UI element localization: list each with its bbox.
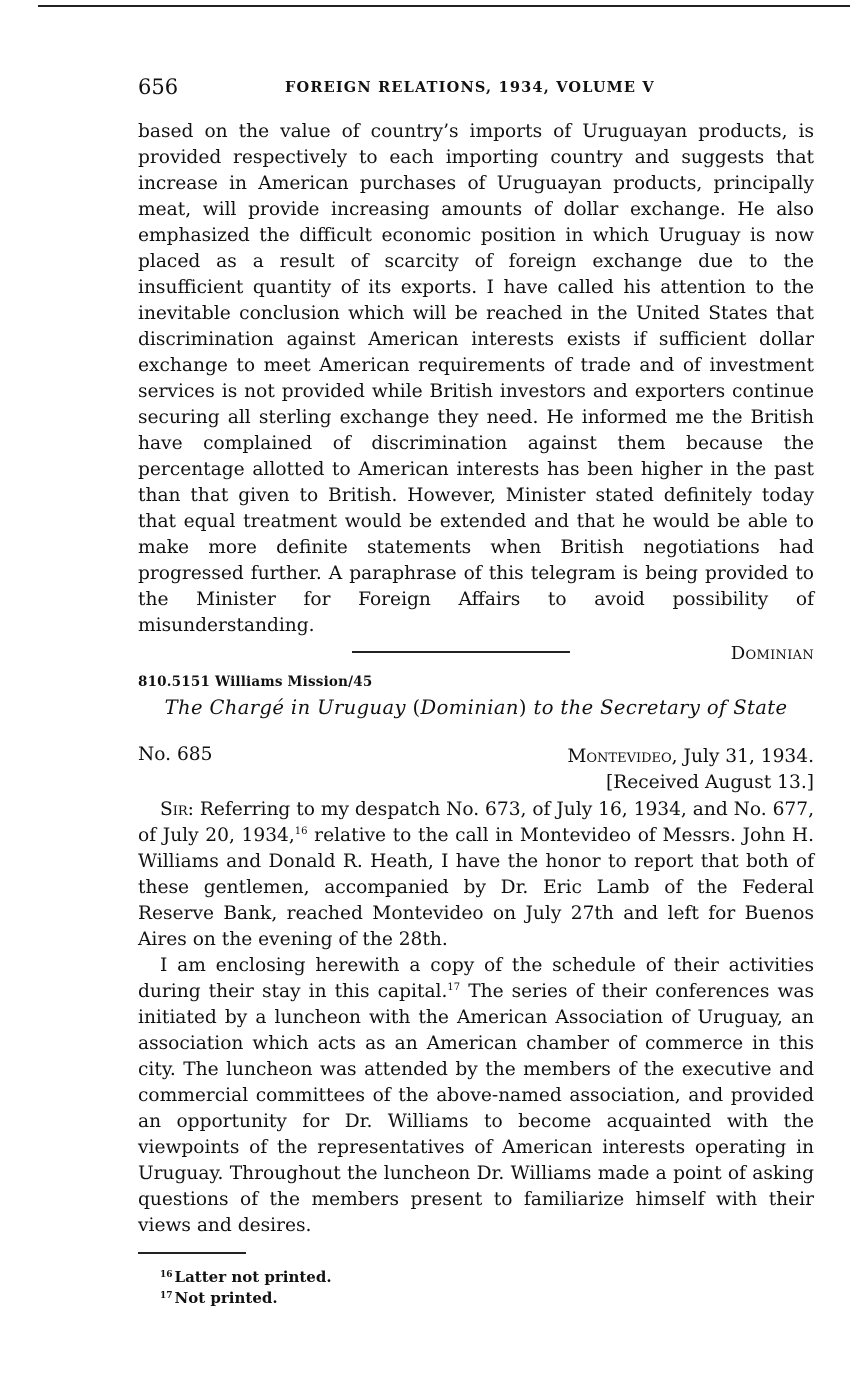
place-date: [567, 744, 814, 770]
running-head: FOREIGN RELATIONS, 1934, VOLUME V: [285, 79, 655, 96]
title-paren-close: ): [518, 696, 527, 719]
footnote-rule: [138, 1252, 246, 1254]
title-pre: The Chargé in Uruguay: [164, 696, 413, 719]
title-paren-open: (: [412, 696, 421, 719]
salutation: Sir: [160, 799, 188, 820]
footnote-text: Latter not printed.: [174, 1268, 332, 1286]
footnote-text: Not printed.: [174, 1289, 278, 1307]
signature: Dominian: [730, 643, 814, 664]
paragraph-1-text-b: relative to the call in Montevideo of Messrs. John H. Williams and Donald R. Heath, I have the honor to report that both of these gentlemen, accompanied by Dr. Eric Lamb of the Federal Reserve Bank, reached Montevideo on July 27th and left for Buenos Aires on the evening of the 28th.: [138, 825, 815, 950]
footnote-mark: 16: [160, 1270, 173, 1280]
page-header: [138, 75, 814, 105]
footnote-ref-17[interactable]: 17: [447, 982, 461, 993]
date: , July 31, 1934.: [671, 746, 814, 767]
dateline: [567, 744, 814, 796]
page-number: 656: [138, 75, 179, 99]
footnote-ref-16[interactable]: 16: [294, 826, 308, 837]
document-title: [138, 696, 814, 719]
despatch-number: No. 685: [138, 744, 213, 765]
title-name: Dominian: [420, 696, 519, 719]
paragraph-1: [138, 797, 814, 953]
section-divider: [352, 651, 570, 653]
paragraph-2-text-b: The series of their conferences was initiated by a luncheon with the American Association of Uruguay, an association which acts as an American chamber of commerce in this city. The luncheon was attended by the members of the executive and commercial committees of the above-named association, and provided an opportunity for Dr. Williams to become acquainted with the viewpoints of the representatives of American interests operating in Uruguay. Throughout the luncheon Dr. Williams made a point of asking questions of the members present to familiarize himself with their views and desires.: [138, 981, 814, 1236]
top-rule: [38, 5, 850, 7]
despatch-body: [138, 797, 814, 1239]
paragraph-2-text-a: I am enclosing herewith a copy of the schedule of their activities during their stay in this capital.: [138, 955, 814, 1002]
paragraph-2: [138, 953, 814, 1239]
file-reference: 810.5151 Williams Mission/45: [138, 674, 373, 690]
title-post: to the Secretary of State: [526, 696, 788, 719]
paragraph-1-text-a: : Referring to my despatch No. 673, of July 16, 1934, and No. 677, of July 20, 1934,: [138, 799, 814, 846]
telegram-body: based on the value of country’s imports of Uruguayan products, is provided respectively to each importing country and suggests that increase in American purchases of Uruguayan products, principally meat, will provide increasing amounts of dollar exchange. He also emphasized the difficult economic position in which Uruguay is now placed as a result of scarcity of foreign exchange due to the insufficient quantity of its exports. I have called his attention to the inevitable conclusion which will be reached in the United States that discrimination against American interests exists if sufficient dollar exchange to meet American requirements of trade and of investment services is not provided while British investors and exporters continue securing all sterling exchange they need. He informed me the British have complained of discrimination against them because the percentage allotted to American interests has been higher in the past than that given to British. However, Minister stated definitely today that equal treatment would be extended and that he would be able to make more definite statements when British negotiations had progressed further. A paraphrase of this telegram is being provided to the Minister for Foreign Affairs to avoid possibility of misunderstanding.: [138, 121, 814, 636]
footnotes: [160, 1266, 332, 1308]
received-date: [Received August 13.]: [606, 772, 814, 793]
footnote-mark: 17: [160, 1291, 173, 1301]
telegram-continuation: [138, 119, 814, 667]
footnote-16: [160, 1266, 332, 1287]
footnote-17: [160, 1287, 332, 1308]
place: Montevideo: [567, 746, 672, 767]
